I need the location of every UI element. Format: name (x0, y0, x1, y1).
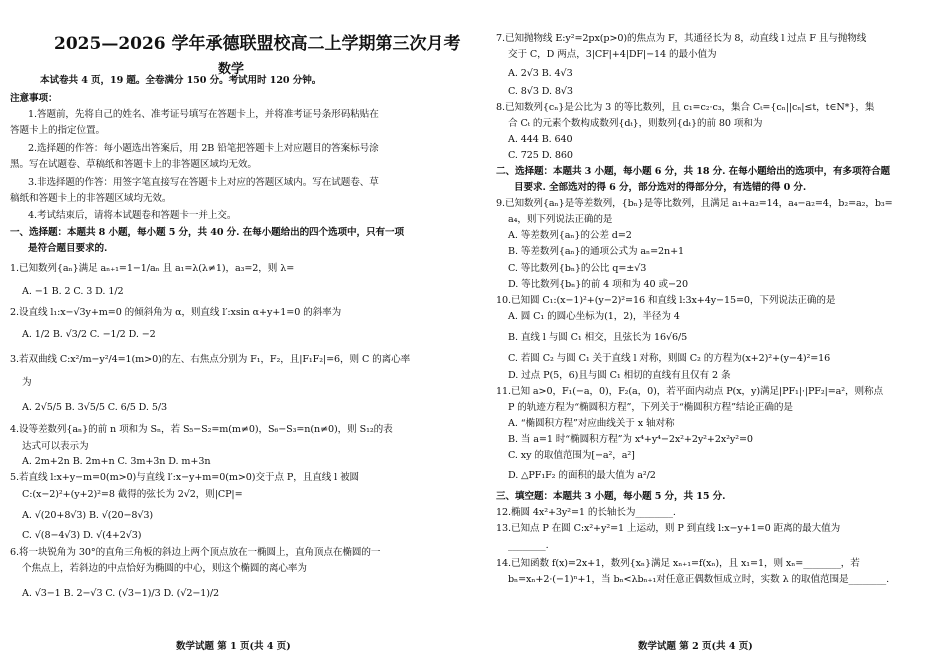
question-options: A. −1 B. 2 C. 3 D. 1/2 (22, 286, 124, 297)
question-6: 6.将一块锐角为 30°的直角三角板的斜边上两个顶点放在一椭圆上，直角顶点在椭圆的一 (10, 547, 381, 558)
question-13: 13.已知点 P 在圆 C:x²+y²=1 上运动，则 P 到直线 l:x−y+1=0 距离的最大值为 (496, 523, 841, 534)
question-1: 1.已知数列{aₙ}满足 aₙ₊₁=1−1/aₙ 且 a₁=λ(λ≠1)，a₃=2，则 λ= (10, 263, 295, 274)
text-line: 答题卡上的指定位置。 (10, 125, 105, 136)
text-line: 合 Cₜ 的元素个数构成数列{dₜ}，则数列{dₜ}的前 80 项和为 (508, 118, 763, 129)
option-line: C. 若圆 C₂ 与圆 C₁ 关于直线 l 对称，则圆 C₂ 的方程为(x+2)²+(y−4)²=16 (508, 353, 831, 364)
section-heading: 是符合题目要求的. (28, 243, 108, 254)
section-heading: 目要求. 全部选对的得 6 分，部分选对的得部分分，有选错的得 0 分. (514, 182, 807, 193)
text-line: 2.选择题的作答：每小题选出答案后，用 2B 铅笔把答题卡上对应题目的答案标号涂 (28, 143, 379, 154)
option-line: A. 圆 C₁ 的圆心坐标为(1，2)，半径为 4 (508, 311, 680, 322)
question-options: A. 1/2 B. √3/2 C. −1/2 D. −2 (22, 329, 156, 340)
option-line: B. 直线 l 与圆 C₁ 相交，且弦长为 16√6/5 (508, 332, 688, 343)
exam-title: 2025—2026 学年承德联盟校高二上学期第三次月考 (54, 34, 461, 54)
question-4: 4.设等差数列{aₙ}的前 n 项和为 Sₙ，若 S₅−S₂=m(m≠0)，S₆−S₃=n(n≠0)，则 S₁₂的表 (10, 424, 393, 435)
question-options: A. √(20+8√3) B. √(20−8√3) (22, 510, 154, 521)
text-line: bₙ=xₙ+2·(−1)ⁿ+1，当 bₙ<λbₙ₊₁对任意正偶数恒成立时，实数 λ 的取值范围是________. (508, 574, 890, 585)
page-footer: 数学试题 第 1 页(共 4 页) (176, 641, 291, 652)
question-options: A. 2√3 B. 4√3 (508, 68, 573, 79)
notes-heading: 注意事项： (10, 93, 58, 104)
question-9: 9.已知数列{aₙ}是等差数列，{bₙ}是等比数列，且满足 a₁+a₂=14，a₄−a₂=4，b₂=a₂，b₃= (496, 198, 893, 209)
question-options: A. 2√5/5 B. 3√5/5 C. 6/5 D. 5/3 (22, 402, 167, 413)
question-options: C. 725 D. 860 (508, 150, 573, 161)
subject-title: 数学 (218, 62, 245, 77)
text-line: 为 (22, 377, 32, 388)
question-14: 14.已知函数 f(x)=2x+1，数列{xₙ}满足 xₙ₊₁=f(xₙ)，且 x₁=1，则 xₙ=________，若 (496, 558, 860, 569)
section-heading: 一、选择题：本题共 8 小题，每小题 5 分，共 40 分. 在每小题给出的四个选项中，只有一项 (10, 227, 404, 238)
text-line: 稿纸和答题卡上的非答题区域均无效。 (10, 193, 172, 204)
option-line: D. △PF₁F₂ 的面积的最大值为 a²/2 (508, 470, 656, 481)
option-line: A. “椭圆积方程”对应曲线关于 x 轴对称 (508, 418, 675, 429)
question-5: 5.若直线 l:x+y−m=0(m>0)与直线 l′:x−y+m=0(m>0)交于点 P，且直线 l 被圆 (10, 472, 360, 483)
text-line: 黑。写在试题卷、草稿纸和答题卡上的非答题区域均无效。 (10, 159, 257, 170)
option-line: B. 等差数列{aₙ}的通项公式为 aₙ=2n+1 (508, 246, 685, 257)
question-options: C. 8√3 D. 8√3 (508, 86, 573, 97)
text-line: a₄，则下列说法正确的是 (508, 214, 613, 225)
text-line: C:(x−2)²+(y+2)²=8 截得的弦长为 2√2，则|CP|= (22, 489, 243, 500)
text-line: 交于 C，D 两点，3|CF|+4|DF|−14 的最小值为 (508, 49, 717, 60)
page-footer: 数学试题 第 2 页(共 4 页) (638, 641, 753, 652)
question-7: 7.已知抛物线 E:y²=2px(p>0)的焦点为 F，其通径长为 8，动直线 l 过点 F 且与抛物线 (496, 33, 867, 44)
question-options: C. √(8−4√3) D. √(4+2√3) (22, 530, 142, 541)
question-options: A. 444 B. 640 (508, 134, 573, 145)
text-line: 3.非选择题的作答：用签字笔直接写在答题卡上对应的答题区域内。写在试题卷、草 (28, 177, 379, 188)
question-options: A. 2m+2n B. 2m+n C. 3m+3n D. m+3n (22, 456, 211, 467)
option-line: D. 等比数列{bₙ}的前 4 项和为 40 或−20 (508, 279, 688, 290)
exam-info: 本试卷共 4 页，19 题。全卷满分 150 分。考试用时 120 分钟。 (40, 75, 322, 86)
question-10: 10.已知圆 C₁:(x−1)²+(y−2)²=16 和直线 l:3x+4y−15=0，下列说法正确的是 (496, 295, 836, 306)
text-line: 1.答题前，先将自己的姓名、准考证号填写在答题卡上，并将准考证号条形码粘贴在 (28, 109, 379, 120)
text-line: ________. (508, 540, 549, 551)
question-12: 12.椭圆 4x²+3y²=1 的长轴长为________. (496, 507, 676, 518)
option-line: C. xy 的取值范围为[−a²，a²] (508, 450, 635, 461)
option-line: D. 过点 P(5，6)且与圆 C₁ 相切的直线有且仅有 2 条 (508, 370, 731, 381)
question-options: A. √3−1 B. 2−√3 C. (√3−1)/3 D. (√2−1)/2 (22, 588, 220, 599)
question-11: 11.已知 a>0，F₁(−a，0)，F₂(a，0)，若平面内动点 P(x，y)满足|PF₁|·|PF₂|=a²，则称点 (496, 386, 884, 397)
text-line: 达式可以表示为 (22, 441, 89, 452)
option-line: A. 等差数列{aₙ}的公差 d=2 (508, 230, 632, 241)
question-8: 8.已知数列{cₙ}是公比为 3 的等比数列，且 c₁=c₂·c₃，集合 Cₜ={cₙ||cₙ|≤t，t∈N*}，集 (496, 102, 875, 113)
question-2: 2.设直线 l₁:x−√3y+m=0 的倾斜角为 α，则直线 l′:xsin α+y+1=0 的斜率为 (10, 307, 342, 318)
section-heading: 二、选择题：本题共 3 小题，每小题 6 分，共 18 分. 在每小题给出的选项中，有多项符合题 (496, 166, 890, 177)
option-line: C. 等比数列{bₙ}的公比 q=±√3 (508, 263, 647, 274)
question-3: 3.若双曲线 C:x²/m−y²/4=1(m>0)的左、右焦点分别为 F₁，F₂，且|F₁F₂|=6，则 C 的离心率 (10, 354, 411, 365)
text-line: 个焦点上，若斜边的中点恰好为椭圆的中心，则这个椭圆的离心率为 (22, 563, 307, 574)
section-heading: 三、填空题：本题共 3 小题，每小题 5 分，共 15 分. (496, 491, 726, 502)
text-line: 4.考试结束后，请将本试题卷和答题卡一并上交。 (28, 210, 237, 221)
text-line: P 的轨迹方程为“椭圆积方程”，下列关于“椭圆积方程”结论正确的是 (508, 402, 793, 413)
option-line: B. 当 a=1 时“椭圆积方程”为 x⁴+y⁴−2x²+2y²+2x²y²=0 (508, 434, 753, 445)
